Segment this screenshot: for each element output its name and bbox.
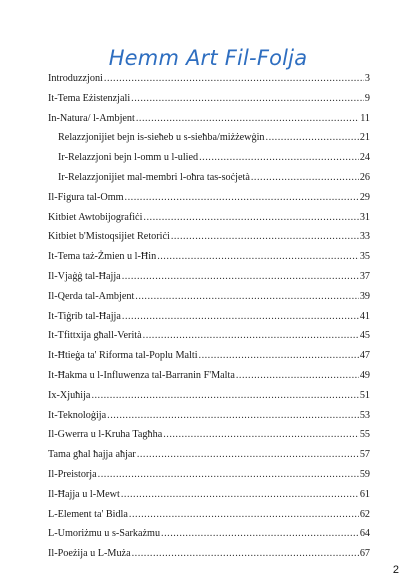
toc-entry-page: 9 [364, 92, 370, 104]
toc-entry-label: It-Tema taż-Żmien u l-Ħin [48, 251, 157, 263]
toc-entry-label: Kitbiet b'Mistoqsijiet Retoriċi [48, 231, 170, 243]
toc-entry-page: 64 [359, 528, 370, 540]
toc-entry[interactable] [48, 548, 370, 568]
toc-entry-page: 57 [359, 449, 370, 461]
toc-entry[interactable] [48, 291, 370, 311]
toc-entry-page: 24 [359, 152, 370, 164]
toc-entry-page: 26 [359, 171, 370, 183]
toc-entry[interactable] [48, 251, 370, 271]
toc-dot-leader [129, 509, 359, 520]
toc-dot-leader [136, 113, 359, 124]
table-of-contents [48, 73, 370, 568]
toc-dot-leader [131, 93, 364, 104]
toc-entry[interactable] [48, 172, 370, 192]
toc-entry-page: 61 [359, 488, 370, 500]
document-title: Hemm Art Fil-Folja [108, 46, 308, 70]
toc-dot-leader [98, 469, 359, 480]
toc-dot-leader [104, 73, 364, 84]
toc-entry-page: 47 [359, 350, 370, 362]
toc-dot-leader [122, 271, 359, 282]
toc-entry-label: Introduzzjoni [48, 73, 103, 84]
toc-entry[interactable] [48, 311, 370, 331]
toc-entry-label: It-Ħtieġa ta' Riforma tal-Poplu Malti [48, 350, 198, 362]
toc-dot-leader [137, 449, 359, 460]
toc-dot-leader [199, 350, 359, 361]
page-number: 2 [392, 564, 399, 576]
toc-entry[interactable] [48, 132, 370, 152]
toc-entry-label: Il-Gwerra u l-Kruha Tagħha [48, 429, 163, 441]
toc-entry-label: Il-Preistorja [48, 468, 97, 480]
toc-dot-leader [251, 172, 359, 183]
toc-dot-leader [121, 489, 359, 500]
toc-entry-page: 37 [359, 270, 370, 282]
toc-entry-page: 39 [359, 290, 370, 302]
toc-entry-page: 21 [359, 132, 370, 144]
toc-entry-label: It-Teknoloġija [48, 409, 107, 421]
toc-entry[interactable] [48, 429, 370, 449]
toc-entry-label: In-Natura/ l-Ambjent [48, 112, 135, 124]
toc-dot-leader [171, 231, 359, 242]
toc-entry[interactable] [48, 73, 370, 93]
toc-entry-label: It-Tema Eżistenzjali [48, 92, 131, 104]
toc-entry-label: L-Umoriżmu u s-Sarkażmu [48, 528, 161, 540]
toc-dot-leader [161, 528, 359, 539]
toc-entry[interactable] [48, 469, 370, 489]
toc-entry-label: Il-Ħajja u l-Mewt [48, 488, 120, 500]
toc-entry[interactable] [48, 370, 370, 390]
toc-entry[interactable] [48, 93, 370, 113]
toc-dot-leader [143, 212, 358, 223]
toc-entry-page: 11 [360, 112, 370, 124]
toc-dot-leader [236, 370, 359, 381]
toc-entry[interactable] [48, 410, 370, 430]
toc-entry-label: Il-Poeżija u L-Muża [48, 548, 131, 560]
toc-entry-label: Il-Vjaġġ tal-Ħajja [48, 270, 121, 282]
toc-entry-page: 59 [359, 468, 370, 480]
toc-entry[interactable] [48, 113, 370, 133]
toc-dot-leader [122, 311, 359, 322]
toc-entry-page: 45 [359, 330, 370, 342]
toc-dot-leader [132, 548, 359, 559]
toc-entry-page: 62 [359, 508, 370, 520]
toc-entry-label: Tama għal ħajja aħjar [48, 449, 136, 461]
toc-dot-leader [135, 291, 359, 302]
toc-entry[interactable] [48, 350, 370, 370]
toc-entry-label: Ir-Relazzjoni bejn l-omm u l-ulied [58, 152, 199, 164]
toc-entry-label: It-Tfittxija għall-Verità [48, 330, 142, 342]
toc-entry[interactable] [48, 528, 370, 548]
toc-dot-leader [91, 390, 358, 401]
toc-dot-leader [199, 152, 359, 163]
toc-dot-leader [107, 410, 359, 421]
toc-dot-leader [266, 132, 359, 143]
toc-entry-label: Ix-Xjuħija [48, 389, 91, 401]
toc-entry[interactable] [48, 231, 370, 251]
toc-entry-label: It-Tiġrib tal-Ħajja [48, 310, 121, 322]
toc-dot-leader [143, 330, 359, 341]
toc-entry[interactable] [48, 212, 370, 232]
toc-entry-page: 29 [359, 191, 370, 203]
toc-entry-label: Kitbiet Awtobijografiċi [48, 211, 143, 223]
toc-entry-page: 31 [359, 211, 370, 223]
toc-entry-page: 41 [359, 310, 370, 322]
toc-entry[interactable] [48, 330, 370, 350]
toc-entry-page: 55 [359, 429, 370, 441]
toc-entry-page: 67 [359, 548, 370, 560]
toc-entry-label: Il-Figura tal-Omm [48, 191, 124, 203]
toc-dot-leader [125, 192, 359, 203]
toc-entry-page: 53 [359, 409, 370, 421]
toc-entry-page: 35 [359, 251, 370, 263]
toc-entry-label: Relazzjonijiet bejn is-sieħeb u s-sieħba/miżżewġin [58, 132, 265, 144]
toc-entry[interactable] [48, 509, 370, 529]
toc-entry-page: 3 [364, 73, 370, 84]
toc-entry-label: It-Ħakma u l-Influwenza tal-Barranin F'Malta [48, 369, 235, 381]
toc-dot-leader [157, 251, 359, 262]
toc-entry[interactable] [48, 449, 370, 469]
toc-entry-label: Ir-Relazzjonijiet mal-membri l-oħra tas-soċjetà [58, 171, 250, 183]
toc-entry-page: 51 [359, 389, 370, 401]
toc-entry-label: L-Element ta' Bidla [48, 508, 128, 520]
toc-entry[interactable] [48, 271, 370, 291]
toc-dot-leader [163, 429, 359, 440]
toc-entry-page: 49 [359, 369, 370, 381]
toc-entry[interactable] [48, 390, 370, 410]
toc-entry[interactable] [48, 152, 370, 172]
toc-entry-label: Il-Qerda tal-Ambjent [48, 290, 135, 302]
toc-entry-page: 33 [359, 231, 370, 243]
toc-entry[interactable] [48, 192, 370, 212]
toc-entry[interactable] [48, 489, 370, 509]
